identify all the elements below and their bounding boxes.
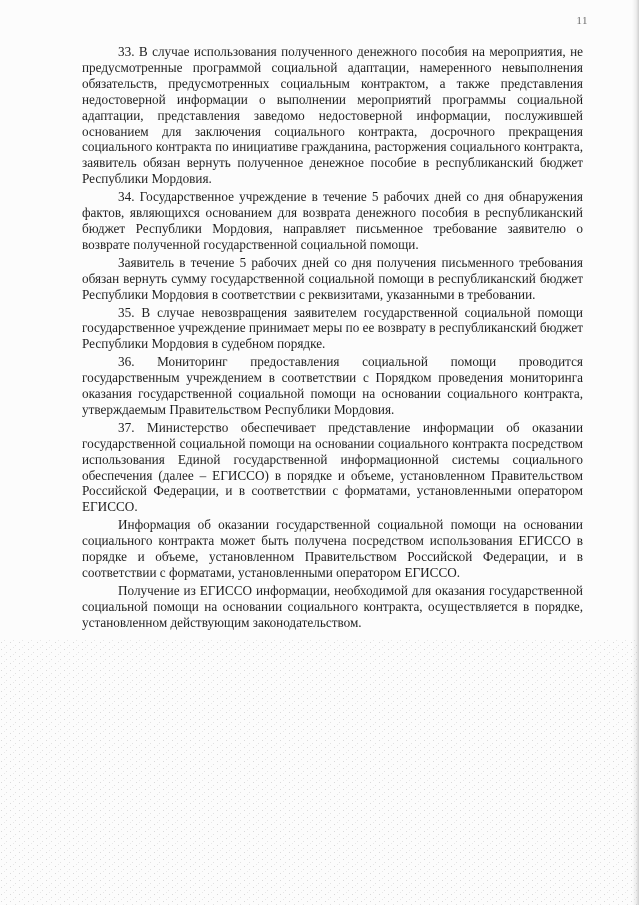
- paragraph-37-receipt: Получение из ЕГИССО информации, необходимой для оказания государственной социальной помощи на основании социального контракта, осуществляется в порядке, установленном действующим законодательством.: [82, 582, 583, 630]
- paragraph-34: 34. Государственное учреждение в течение 5 рабочих дней со дня обнаружения фактов, являющихся основанием для возврата денежного пособия в республиканский бюджет Республики Мордовия, направляет письменное требование заявителю о возврате полученной государственной социальной помощи.: [82, 189, 583, 252]
- paragraph-35: 35. В случае невозвращения заявителем государственной социальной помощи государственное учреждение принимает меры по ее возврату в республиканский бюджет Республики Мордовия в судебном порядке.: [82, 304, 583, 352]
- document-body: [82, 44, 583, 631]
- scan-edge-shadow: [632, 0, 639, 905]
- paragraph-37: 37. Министерство обеспечивает представление информации об оказании государственной социальной помощи на основании социального контракта посредством использования Единой государственной информационной системы социального обеспечения (далее – ЕГИССО) в порядке и объеме, установленном Правительством Российской Федерации, и в соответствии с форматами, установленными оператором ЕГИССО.: [82, 419, 583, 515]
- paragraph-33: 33. В случае использования полученного денежного пособия на мероприятия, не предусмотренные программой социальной адаптации, намеренного невыполнения обязательств, предусмотренных социальным контрактом, а также представления недостоверной информации о выполнении мероприятий программы социальной адаптации, представления заведомо недостоверной информации, послужившей основанием для заключения социального контракта, досрочного прекращения социального контракта по инициативе гражданина, расторжения социального контракта, заявитель обязан вернуть полученное денежное пособие в республиканский бюджет Республики Мордовия.: [82, 44, 583, 187]
- scan-speckle-texture: [0, 640, 639, 905]
- paragraph-37-information: Информация об оказании государственной социальной помощи на основании социального контракта может быть получена посредством использования ЕГИССО в порядке и объеме, установленном Правительством Российской Федерации, и в соответствии с форматами, установленными оператором ЕГИССО.: [82, 517, 583, 580]
- page-number: 11: [576, 15, 588, 27]
- paragraph-36: 36. Мониторинг предоставления социальной помощи проводится государственным учреждением в соответствии с Порядком проведения мониторинга оказания государственной социальной помощи на основании социального контракта, утверждаемым Правительством Республики Мордовия.: [82, 354, 583, 417]
- paragraph-34-continuation: Заявитель в течение 5 рабочих дней со дня получения письменного требования обязан вернуть сумму государственной социальной помощи в республиканский бюджет Республики Мордовия в соответствии с реквизитами, указанными в требовании.: [82, 254, 583, 302]
